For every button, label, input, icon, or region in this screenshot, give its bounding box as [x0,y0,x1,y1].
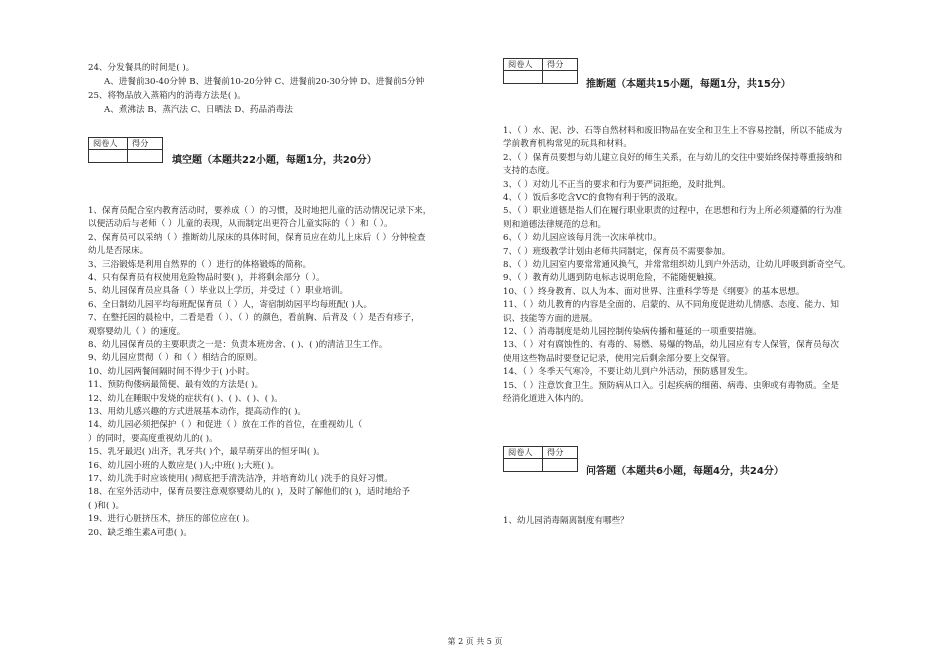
question-line: 14、幼儿园必须把保护（ ）和促进（ ）放在工作的首位，在重视幼儿（ [88,420,363,431]
score-label: 得分 [128,138,163,150]
question-line: 1、保育员配合室内教育活动时，要养成（ ）的习惯，及时地把儿童的活动情况记录下来， [88,206,432,216]
qa-section-title: 问答题（本题共6小题，每题4分，共24分） [586,466,784,477]
question-line: 15、（ ）注意饮食卫生。预防病从口入。引起疾病的细菌、病毒、虫卵或有毒物质。全是 [503,380,839,391]
question-line: 3、三浴锻炼是利用自然界的（ ）进行的体格锻炼的简称。 [88,259,312,270]
question-line: 13、用幼儿感兴趣的方式进展基本动作，提高动作的( )。 [88,407,307,417]
question-line: 10、幼儿园两餐间隔时间不得少于( )小时。 [88,366,255,377]
grader-label: 阅卷人 [89,138,128,150]
question-line: 8、幼儿园保育员的主要职责之一是：负责本班房舍、( )、( )的清洁卫生工作。 [88,340,388,350]
question-line: 3、（ ）对幼儿不正当的要求和行为要严词拒绝，及时批判。 [503,179,731,190]
qa-score-box [503,446,578,472]
mc-question-24: 24、分发餐具的时间是( )。 [88,63,195,73]
question-line: 18、在室外活动中，保育员要注意观察婴幼儿的( )，及时了解他们的( )，适时地给予 [88,487,410,498]
judge-score-box [503,58,578,84]
qa-question-1: 1、幼儿园消毒隔离制度有哪些？ [503,516,629,526]
score-cell [543,459,578,472]
score-cell [543,71,578,84]
question-line: 5、（ ）职业道德是指人们在履行职业职责的过程中，在思想和行为上所必须遵循的行为准 [503,206,843,217]
question-line: 11、（ ）幼儿教育的内容是全面的、启蒙的、从不同角度促进幼儿情感、态度、能力、知 [503,300,839,311]
grader-label: 阅卷人 [504,447,543,459]
question-line: 17、幼儿洗手时应该使用( )彻底把手清洗洁净，并培育幼儿( )洗手的良好习惯。 [88,474,393,484]
question-line: 12、（ ）消毒制度是幼儿园控制传染病传播和蔓延的一项重要措施。 [503,327,762,337]
question-line: 学前教育机构常见的玩具和材料。 [503,139,632,150]
question-line: 识、技能等方面的进展。 [503,313,598,324]
question-line: 13、（ ）对有腐蚀性的、有毒的、易燃、易爆的物品，幼儿园应有专人保管，保育员每次 [503,340,839,351]
question-line: 1、（ ）水、泥、沙、石等自然材料和废旧物品在安全和卫生上不容易控制，所以不能成为 [503,126,843,136]
question-line: 7、在整托园的晨检中，二看是看（ ）、（ ）的颜色，看前胸、后背及（ ）是否有疹子， [88,313,420,324]
grader-cell [504,459,543,472]
judge-section-title: 推断题（本题共15小题，每题1分，共15分） [586,79,791,90]
question-line: 使用这些物品时要登记记录，使用完后剩余部分要上交保管。 [503,353,736,364]
question-line: 8、（ ）幼儿园室内要常常通风换气，并常常组织幼儿到户外活动，让幼儿呼吸到新奇空气。 [503,260,851,270]
question-line: 6、（ ）幼儿园应该每月洗一次床单枕巾。 [503,233,662,244]
question-line: 16、幼儿园小班的人数应是( )人;中班( );大班( )。 [88,460,280,471]
question-line: 观察婴幼儿（ ）的速度。 [88,326,186,337]
question-line: 15、乳牙最迟( )出齐，乳牙共( )个，最早萌芽出的恒牙叫( )。 [88,447,325,458]
question-line: 经消化道进入体内的。 [503,394,589,404]
page-footer: 第 2 页 共 5 页 [447,637,503,646]
grader-cell [89,150,128,163]
fill-section-title: 填空题（本题共22小题，每题1分，共20分） [172,155,377,166]
score-label: 得分 [543,447,578,459]
grader-cell [504,71,543,84]
question-line: 7、（ ）班级教学计划由老师共同制定，保育员不需要参加。 [503,246,731,257]
question-line: 9、（ ）教育幼儿遇到防电标志说明危险，不能随便触摸。 [503,273,722,284]
mc-options-24: A、进餐前30-40分钟 B、进餐前10-20分钟 C、进餐前20-30分钟 D、进餐前5分钟 [104,77,425,87]
question-line: 12、幼儿在睡眠中发烧的症状有( )、( )、( )、( )。 [88,393,283,404]
mc-options-25: A、煮沸法 B、蒸汽法 C、日晒法 D、药品消毒法 [104,105,293,115]
question-line: 则和道德法律规范的总和。 [503,219,607,230]
question-line: 14、（ ）冬季天气寒冷，不要让幼儿到户外活动，预防感冒发生。 [503,367,753,378]
question-line: 20、缺乏维生素A可患( )。 [88,527,192,538]
score-label: 得分 [543,59,578,71]
score-cell [128,150,163,163]
question-line: ）的同时，要高度重视幼儿的( )。 [88,433,218,444]
question-line: 以便活动后与老师（ ）儿童的表现，从而制定出更符合儿童实际的（ ）和（ ）。 [88,219,393,230]
question-line: 4、（ ）饭后多吃含VC的食物有利于钙的汲取。 [503,193,683,203]
question-line: 2、保育员可以采纳（ ）推断幼儿尿床的具体时间，保育员应在幼儿上床后（ ）分钟检查 [88,232,426,243]
question-line: 支持的态度。 [503,166,555,177]
question-line: 9、幼儿园应贯彻（ ）和（ ）相结合的原则。 [88,353,263,364]
question-line: 11、预防佝偻病最简便、最有效的方法是( )。 [88,380,264,391]
grader-label: 阅卷人 [504,59,543,71]
question-line: ( )和( )。 [88,500,125,511]
fill-score-box [88,137,163,163]
mc-question-25: 25、将物品放入蒸箱内的消毒方法是( )。 [88,91,246,101]
question-line: 2、（ ）保育员要想与幼儿建立良好的师生关系，在与幼儿的交往中要始终保持尊重接纳和 [503,152,843,163]
question-line: 19、进行心脏挤压术，挤压的部位应在( )。 [88,514,255,525]
question-line: 4、只有保育员有权使用危险物品时要( )，并将剩余部分（ ）。 [88,273,325,283]
question-line: 10、（ ）终身教育、以人为本、面对世界、注重科学等是《纲要》的基本思想。 [503,286,805,297]
question-line: 6、全日制幼儿园平均每班配保育员（ ）人，寄宿制幼园平均每班配( )人。 [88,299,373,310]
question-line: 幼儿是否尿床。 [88,246,149,257]
question-line: 5、幼儿园保育员应具备（ ）毕业以上学历，并受过（ ）职业培训。 [88,286,349,297]
